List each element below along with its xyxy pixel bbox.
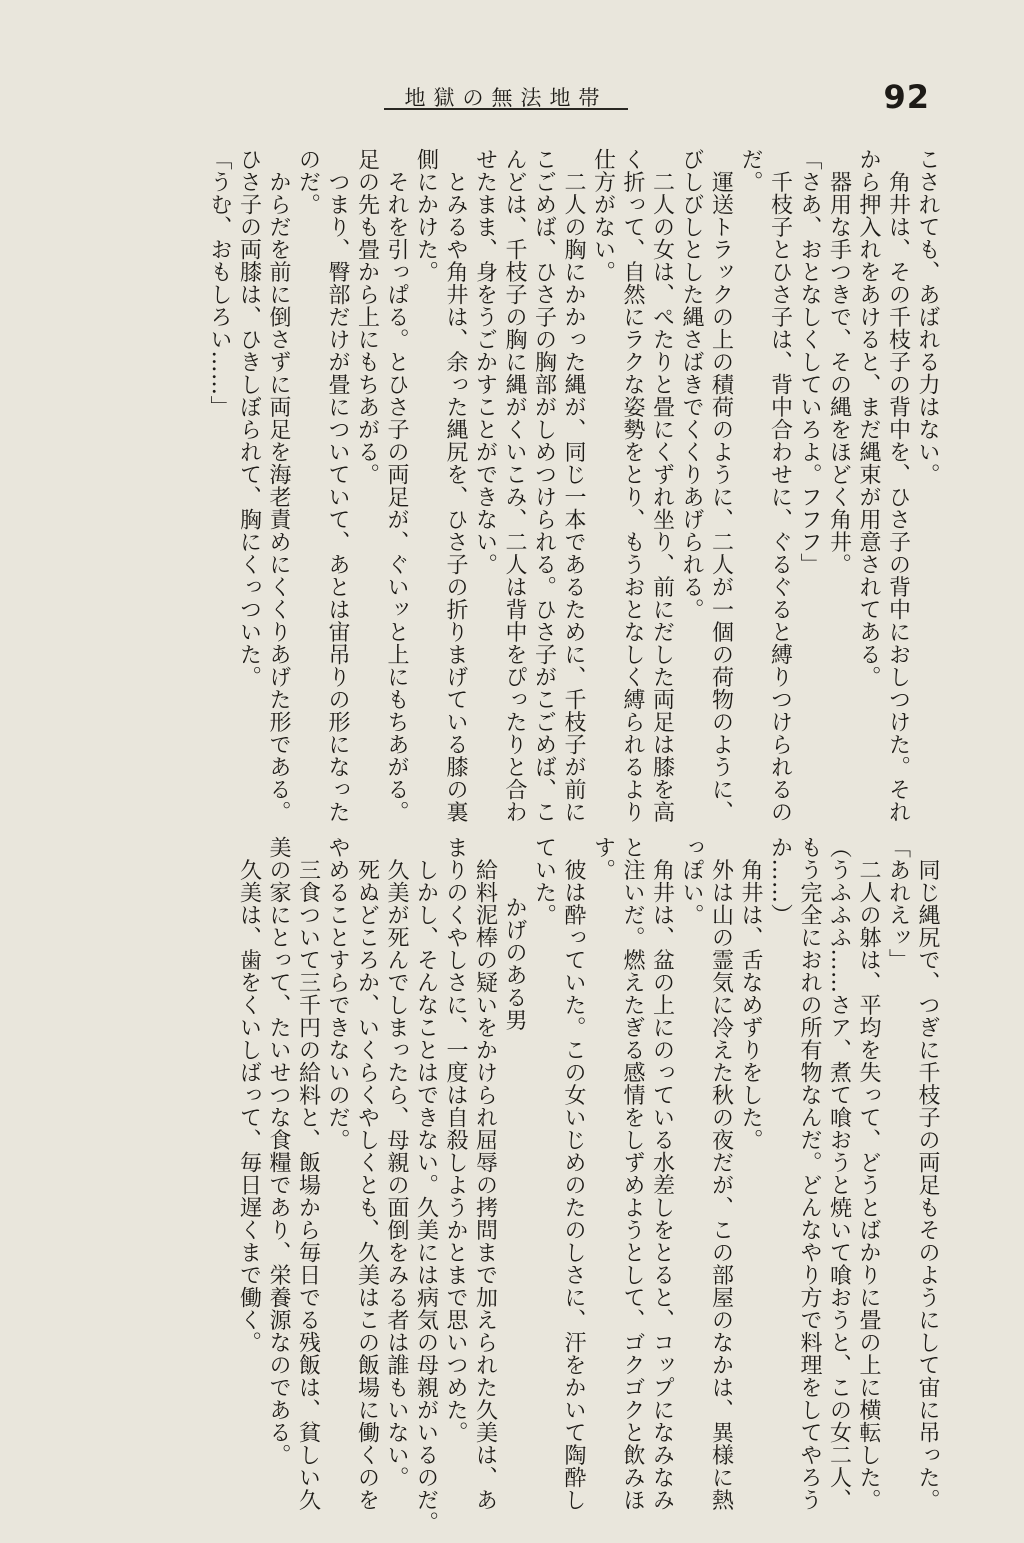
text-line: 二人の胸にかかった縄が、同じ一本であるために、千枝子が前に xyxy=(561,148,586,823)
section-heading: かげのある男 xyxy=(502,896,527,1031)
top-text-block xyxy=(182,148,942,823)
text-line: 千枝子とひさ子は、背中合わせに、ぐるぐると縛りつけられるの xyxy=(767,148,793,823)
text-line: 運送トラックの上の積荷のように、二人が一個の荷物のように、 xyxy=(708,148,734,823)
text-line: す。 xyxy=(590,836,616,881)
text-line: こされても、あばれる力はない。 xyxy=(915,148,940,486)
text-line: 同じ縄尻で、つぎに千枝子の両足もそのようにして宙に吊った。 xyxy=(915,836,940,1511)
text-line: 器用な手つきで、その縄をほどく角井。 xyxy=(826,148,852,576)
text-line: 「あれえッ」 xyxy=(885,836,911,971)
running-header xyxy=(384,84,628,110)
text-line: んどは、千枝子の胸に縄がくいこみ、二人は背中をぴったりと合わ xyxy=(502,148,527,823)
text-line: 死ぬどころか、いくらくやしくとも、久美はこの飯場に働くのを xyxy=(354,836,380,1511)
text-line: ていた。 xyxy=(531,836,557,926)
text-line: 「さあ、おとなしくしていろよ。フフフ」 xyxy=(797,148,822,576)
text-line: っぽい。 xyxy=(679,836,704,926)
text-line: 角井は、舌なめずりをした。 xyxy=(738,836,763,1151)
text-line: とみるや角井は、余った縄尻を、ひさ子の折りまげている膝の裏 xyxy=(443,148,468,823)
text-line: からだを前に倒さずに両足を海老責めにくくりあげた形である。 xyxy=(266,148,291,823)
text-line: 美の家にとって、たいせつな食糧であり、栄養源なのである。 xyxy=(266,836,291,1466)
text-line: 仕方がない。 xyxy=(590,148,616,283)
text-line: それを引っぱる。とひさ子の両足が、ぐいッと上にもちあがる。 xyxy=(384,148,409,823)
text-line: か……） xyxy=(767,836,793,926)
text-line: やめることすらできないのだ。 xyxy=(325,836,350,1151)
text-line: ひさ子の両膝は、ひきしぼられて、胸にくっついた。 xyxy=(236,148,262,688)
text-line: 彼は酔っていた。この女いじめのたのしさに、汗をかいて陶酔し xyxy=(561,836,586,1511)
text-line: だ。 xyxy=(738,148,763,193)
bottom-text-block xyxy=(97,836,942,1534)
text-line: 角井は、その千枝子の背中を、ひさ子の背中におしつけた。それ xyxy=(885,148,911,823)
text-line: もう完全におれの所有物なんだ。どんなやり方で料理をしてやろう xyxy=(797,836,822,1511)
text-line: 側にかけた。 xyxy=(413,148,439,283)
text-line: と注いだ。燃えたぎる感情をしずめようとして、ゴクゴクと飲みほ xyxy=(620,836,645,1511)
text-line: 角井は、盆の上にのっている水差しをとると、コップになみなみ xyxy=(649,836,675,1511)
text-line: 足の先も畳から上にもちあがる。 xyxy=(354,148,380,486)
text-line: つまり、臀部だけが畳についていて、あとは宙吊りの形になった xyxy=(325,148,350,823)
text-line: 外は山の霊気に冷えた秋の夜だが、この部屋のなかは、異様に熱 xyxy=(708,836,734,1511)
text-line: 三食ついて三千円の給料と、飯場から毎日でる残飯は、貧しい久 xyxy=(295,836,321,1511)
text-line: 久美が死んでしまったら、母親の面倒をみる者は誰もいない。 xyxy=(384,836,409,1489)
text-line: 二人の女は、ぺたりと畳にくずれ坐り、前にだした両足は膝を高 xyxy=(649,148,675,823)
text-line: しかし、そんなことはできない。久美には病気の母親がいるのだ。 xyxy=(413,836,439,1534)
text-line: 久美は、歯をくいしばって、毎日遅くまで働く。 xyxy=(236,836,262,1354)
text-line: 給料泥棒の疑いをかけられ屈辱の拷問まで加えられた久美は、あ xyxy=(472,836,498,1511)
text-line: せたまま、身をうごかすことができない。 xyxy=(472,148,498,576)
text-line: 「うむ、おもしろい……」 xyxy=(207,148,232,418)
text-line: のだ。 xyxy=(295,148,321,216)
text-line: まりのくやしさに、一度は自殺しようかとまで思いつめた。 xyxy=(443,836,468,1444)
page-number: 92 xyxy=(883,78,930,116)
header-title: 地獄の無法地帯 xyxy=(404,86,608,110)
text-line: 二人の躰は、平均を失って、どうとばかりに畳の上に横転した。 xyxy=(856,836,881,1511)
text-line: （うふふふ……さア、煮て喰おうと焼いて喰おうと、この女二人、 xyxy=(826,836,852,1511)
text-line: こごめば、ひさ子の胸部がしめつけられる。ひさ子がこごめば、こ xyxy=(531,148,557,823)
text-line: から押入れをあけると、まだ縄束が用意されてある。 xyxy=(856,148,881,688)
text-line: く折って、自然にラクな姿勢をとり、もうおとなしく縛られるより xyxy=(620,148,645,823)
text-line: びしびしとした縄さばきでくくりあげられる。 xyxy=(679,148,704,621)
